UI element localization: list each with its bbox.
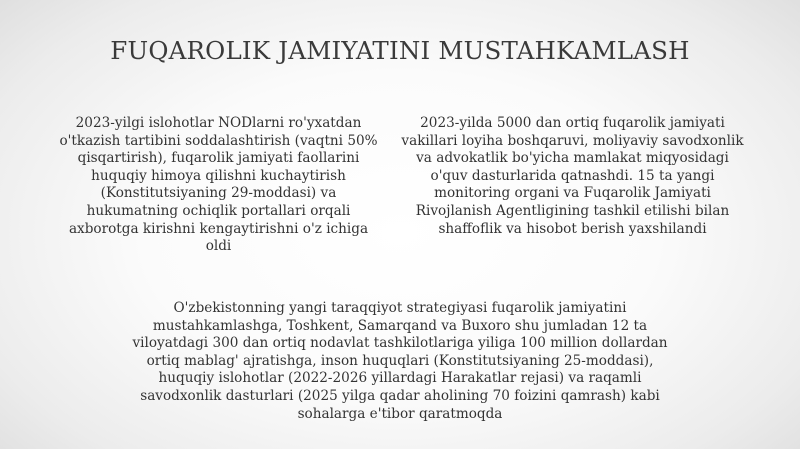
slide-title: FUQAROLIK JAMIYATINI MUSTAHKAMLASH	[110, 36, 690, 65]
bottom-text-block: O'zbekistonning yangi taraqqiyot strategiyasi fuqarolik jamiyatini mustahkamlashga, Toshkent, Samarqand va Buxoro shu jumladan 12 ta viloyatdagi 300 dan ortiq nodavlat tashkilotlariga yiliga 100 million dollardan ortiq mablag' ajratishga, inson huquqlari (Konstitutsiyaning 25-moddasi), huquqiy islohotlar (2022-2026 yillardagi Harakatlar rejasi) va raqamli savodxonlik dasturlari (2025 yilga qadar aholining 70 foizini qamrash) kabi sohalarga e'tibor qaratmoqda	[132, 300, 668, 422]
right-text-block: 2023-yilda 5000 dan ortiq fuqarolik jamiyati vakillari loyiha boshqaruvi, moliyaviy savodxonlik va advokatlik bo'yicha mamlakat miqyosidagi o'quv dasturlarida qatnashdi. 15 ta yangi monitoring organi va Fuqarolik Jamiyati Rivojlanish Agentligining tashkil etilishi bilan shaffoflik va hisobot berish yaxshilandi	[401, 115, 744, 237]
left-text-block: 2023-yilgi islohotlar NODlarni ro'yxatdan o'tkazish tartibini soddalashtirish (vaqtni 50% qisqartirish), fuqarolik jamiyati faollarini huquqiy himoya qilishni kuchaytirish (Konstitutsiyaning 29-moddasi) va hukumatning ochiqlik portallari orqali axborotga kirishni kengaytirishni o'z ichiga oldi	[59, 115, 378, 255]
